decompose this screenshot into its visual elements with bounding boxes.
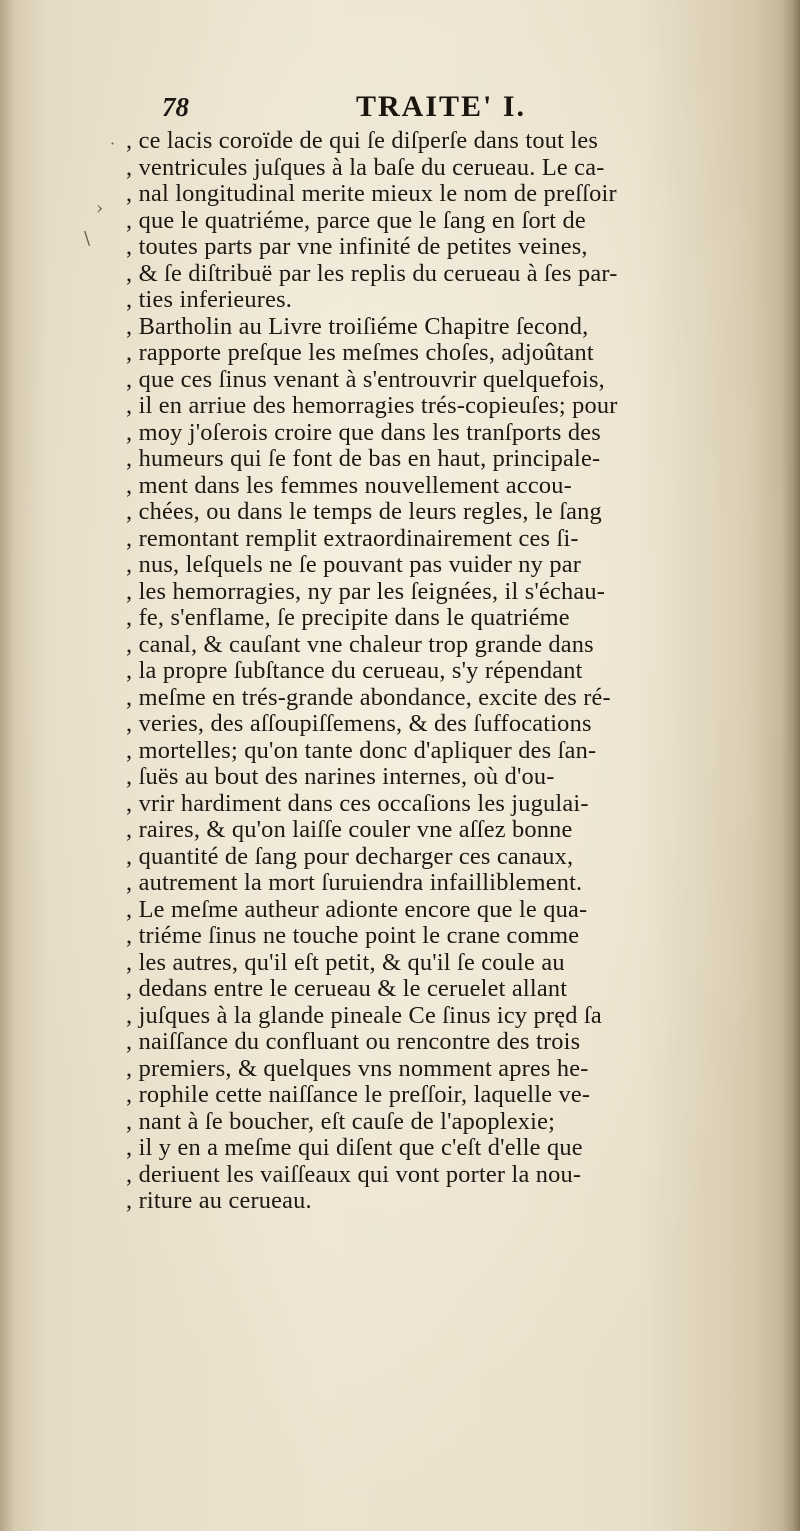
text-line: , naiſſance du confluant ou rencontre des trois (126, 1028, 581, 1055)
text-line: , ſuës au bout des narines internes, où d'ou- (126, 763, 555, 790)
text-line: , raires, & qu'on laiſſe couler vne aſſez bonne (126, 816, 573, 843)
text-line: , ventricules juſques à la baſe du cerueau. Le ca- (126, 153, 605, 181)
page-number: 78 (162, 92, 189, 122)
body-text (126, 128, 786, 1215)
text-line: , veries, des aſſoupiſſemens, & des ſuffocations (126, 710, 592, 737)
text-line: , que ces ſinus venant à s'entrouvrir quelquefois, (126, 365, 605, 393)
margin-mark: \ (84, 228, 91, 249)
text-line: , il y en a meſme qui diſent que c'eſt d'elle que (126, 1134, 583, 1161)
text-line: , nus, leſquels ne ſe pouvant pas vuider ny par (126, 551, 582, 578)
page-header (160, 92, 660, 128)
text-line: , & ſe diſtribuë par les replis du cerueau à ſes par- (126, 259, 618, 287)
text-line: , humeurs qui ſe font de bas en haut, principale- (126, 445, 601, 472)
text-line: , nal longitudinal merite mieux le nom de preſſoir (126, 180, 617, 207)
text-line: , autrement la mort ſuruiendra infailliblement. (126, 869, 583, 896)
text-line: , ment dans les femmes nouvellement accou- (126, 471, 572, 499)
page-left-shadow (0, 0, 14, 1531)
text-line: , que le quatriéme, parce que le ſang en ſort de (126, 206, 586, 234)
text-line: , les hemorragies, ny par les ſeignées, il s'échau- (126, 577, 606, 605)
running-head: TRAITE' I. (356, 90, 527, 123)
text-line: , canal, & cauſant vne chaleur trop grande dans (126, 630, 594, 658)
text-line: , il en arriue des hemorragies trés-copieuſes; pour (126, 392, 618, 419)
text-line: , Bartholin au Livre troiſiéme Chapitre ſecond, (126, 312, 589, 340)
text-line: , ties inferieures. (126, 286, 293, 313)
text-line: , quantité de ſang pour decharger ces canaux, (126, 842, 574, 870)
text-line: , fe, s'enflame, ſe precipite dans le quatriéme (126, 604, 570, 631)
text-line: , juſques à la glande pineale Ce ſinus icy pręd ſa (126, 1001, 602, 1029)
margin-mark: › (96, 198, 104, 219)
text-line: , deriuent les vaiſſeaux qui vont porter la nou- (126, 1160, 582, 1188)
text-line: , dedans entre le cerueau & le ceruelet allant (126, 975, 568, 1002)
text-line: , chées, ou dans le temps de leurs regles, le ſang (126, 498, 602, 525)
text-line: , moy j'oſerois croire que dans les tranſports des (126, 418, 601, 446)
text-line: , nant à ſe boucher, eſt cauſe de l'apoplexie; (126, 1107, 556, 1135)
text-line: , rapporte preſque les meſmes choſes, adjoûtant (126, 339, 594, 366)
text-line: , rophile cette naiſſance le preſſoir, laquelle ve- (126, 1081, 591, 1108)
text-line: , riture au cerueau. (126, 1187, 312, 1214)
text-line: , triéme ſinus ne touche point le crane comme (126, 922, 580, 949)
text-line: , meſme en trés-grande abondance, excite des ré- (126, 683, 611, 711)
text-line: , premiers, & quelques vns nomment apres he- (126, 1054, 589, 1082)
text-line: , mortelles; qu'on tante donc d'apliquer des ſan- (126, 736, 597, 764)
text-line: , les autres, qu'il eſt petit, & qu'il ſe coule au (126, 948, 565, 976)
text-line: , vrir hardiment dans ces occaſions les jugulai- (126, 789, 589, 817)
text-line: , toutes parts par vne infinité de petites veines, (126, 233, 588, 260)
text-line: , remontant remplit extraordinairement ces ſi- (126, 524, 579, 552)
margin-mark: ˙ (108, 140, 117, 161)
text-line: , la propre ſubſtance du cerueau, s'y répendant (126, 657, 583, 684)
text-line: , ce lacis coroïde de qui ſe diſperſe dans tout les (126, 127, 599, 154)
text-line: , Le meſme autheur adionte encore que le qua- (126, 895, 588, 923)
